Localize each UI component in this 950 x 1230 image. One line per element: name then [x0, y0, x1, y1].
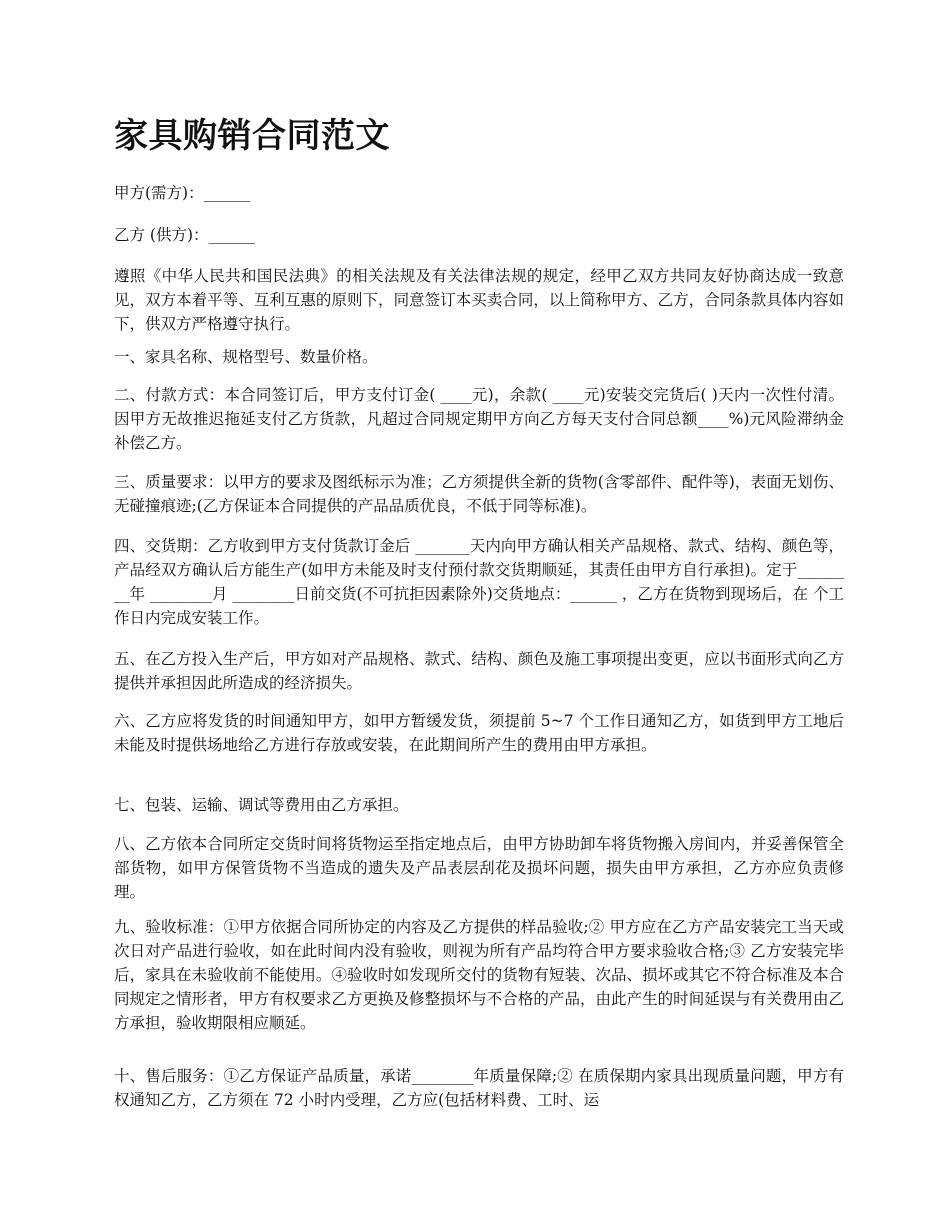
clause-7-paragraph: 七、包装、运输、调试等费用由乙方承担。 [114, 796, 409, 814]
clause-6-paragraph: 六、乙方应将发货的时间通知甲方，如甲方暂缓发货，须提前 5~7 个工作日通知乙方，如货到甲方工地后未能及时提供场地给乙方进行存放或安装，在此期间所产生的费用由甲方承担。 [114, 712, 844, 754]
clause-8-paragraph: 八、乙方依本合同所定交货时间将货物运至指定地点后，由甲方协助卸车将货物搬入房间内，并妥善保管全部货物，如甲方保管货物不当造成的遗失及产品表层刮花及损坏问题，损失由甲方承担，乙方亦应负责修理。 [114, 835, 844, 901]
clause-1-paragraph: 一、家具名称、规格型号、数量价格。 [114, 348, 378, 366]
clause-2-paragraph: 二、付款方式：本合同签订后，甲方支付订金( ____元)，余款( ____元)安装交完货后( )天内一次性付清。因甲方无故推迟拖延支付乙方货款，凡超过合同规定期甲方向乙方每天支付合同总额____%)元风险滞纳金补偿乙方。 [114, 386, 844, 452]
clause-9-paragraph: 九、验收标准：①甲方依据合同所协定的内容及乙方提供的样品验收;② 甲方应在乙方产品安装完工当天或次日对产品进行验收，如在此时间内没有验收，则视为所有产品均符合甲方要求验收合格;③ 乙方安装完毕后，家具在未验收前不能使用。④验收时如发现所交付的货物有短装、次品、损坏或其它不符合标准及本合同规定之情形者，甲方有权要求乙方更换及修整损坏与不合格的产品，由此产生的时间延误与有关费用由乙方承担，验收期限相应顺延。 [114, 918, 844, 1032]
preamble-paragraph: 遵照《中华人民共和国民法典》的相关法规及有关法律法规的规定，经甲乙双方共同友好协商达成一致意见，双方本着平等、互利互惠的原则下，同意签订本买卖合同，以上简称甲方、乙方，合同条款具体内容如下，供双方严格遵守执行。 [114, 267, 844, 333]
clause-3-paragraph: 三、质量要求：以甲方的要求及图纸标示为准；乙方须提供全新的货物(含零部件、配件等)，表面无划伤、无碰撞痕迹;(乙方保证本合同提供的产品品质优良，不低于同等标准)。 [114, 473, 844, 515]
clause-10-paragraph: 十、售后服务：①乙方保证产品质量，承诺________年质量保障;② 在质保期内家具出现质量问题，甲方有权通知乙方，乙方须在 72 小时内受理，乙方应(包括材料费、工时、运 [114, 1067, 844, 1109]
party-b-line: 乙方 (供方)：______ [114, 226, 256, 244]
document-title: 家具购销合同范文 [114, 116, 390, 156]
party-a-line: 甲方(需方)：______ [114, 184, 251, 202]
clause-5-paragraph: 五、在乙方投入生产后，甲方如对产品规格、款式、结构、颜色及施工事项提出变更，应以书面形式向乙方提供并承担因此所造成的经济损失。 [114, 650, 844, 692]
clause-4-paragraph: 四、交货期：乙方收到甲方支付货款订金后 _______天内向甲方确认相关产品规格、款式、结构、颜色等，产品经双方确认后方能生产(如甲方未能及时支付预付款交货期顺延，其责任由甲方自行承担)。定于________年 ________月 ________日前交货(不可抗拒因素除外)交货地点：______ ，乙方在货物到现场后，在 个工作日内完成安装工作。 [114, 537, 844, 627]
